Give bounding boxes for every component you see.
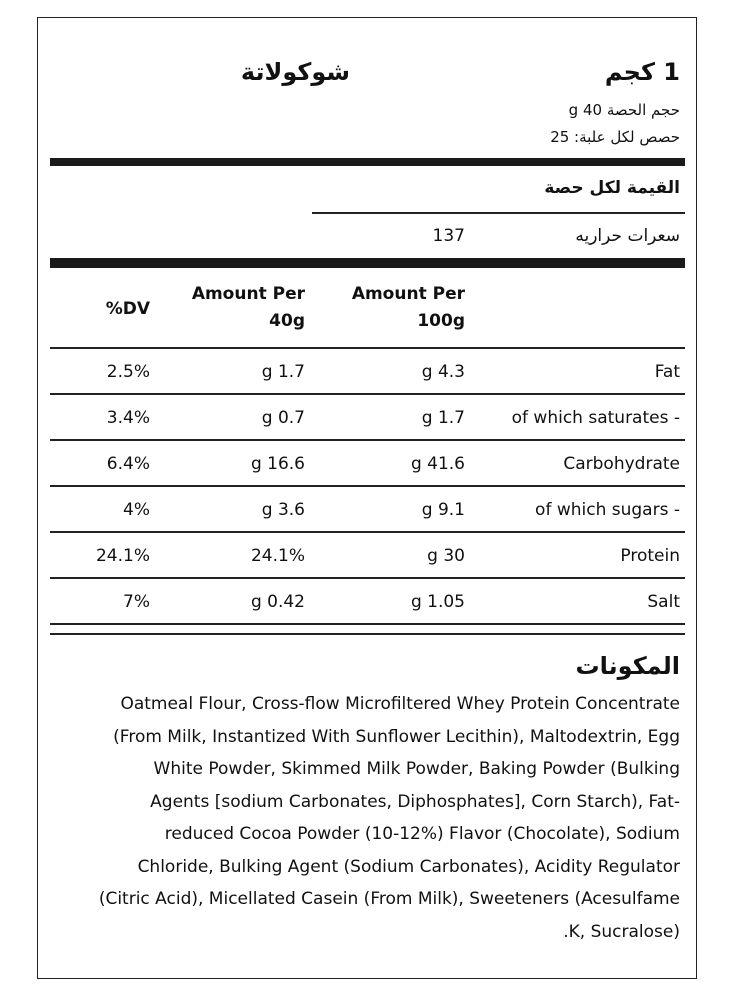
col-header-100g-line2: 100g bbox=[417, 311, 465, 331]
daily-value: 24.1% bbox=[95, 546, 150, 566]
col-header-40g bbox=[180, 284, 305, 331]
amount-40g: g 0.42 bbox=[250, 592, 305, 612]
serving-size: حجم الحصة 40 g bbox=[568, 101, 680, 119]
divider bbox=[50, 439, 685, 441]
table-row bbox=[50, 534, 685, 579]
ingredients-line: (From Milk, Instantized With Sunflower Lecithin), Maltodextrin, Egg bbox=[113, 726, 680, 747]
ingredients-title: المكونات bbox=[575, 652, 680, 680]
daily-value: 4% bbox=[123, 500, 150, 520]
divider bbox=[50, 633, 685, 635]
thick-divider bbox=[50, 258, 685, 268]
nutrient-name: of which saturates - bbox=[511, 408, 680, 428]
col-header-100g bbox=[340, 284, 465, 331]
nutrient-name: Salt bbox=[647, 592, 680, 612]
divider bbox=[50, 577, 685, 579]
amount-100g: g 41.6 bbox=[410, 454, 465, 474]
ingredients-line: Agents [sodium Carbonates, Diphosphates], Corn Starch), Fat- bbox=[150, 791, 680, 812]
col-header-100g-line1: Amount Per bbox=[351, 284, 465, 304]
daily-value: 3.4% bbox=[106, 408, 150, 428]
per-serving-title: القيمة لكل حصة bbox=[544, 178, 680, 198]
package-weight: 1 كجم bbox=[604, 58, 680, 86]
table-row bbox=[50, 442, 685, 487]
col-header-dv: %DV bbox=[105, 299, 150, 319]
daily-value: 7% bbox=[123, 592, 150, 612]
col-header-40g-line2: 40g bbox=[269, 311, 305, 331]
divider bbox=[50, 347, 685, 349]
table-row bbox=[50, 350, 685, 395]
ingredients-line: Chloride, Bulking Agent (Sodium Carbonates), Acidity Regulator bbox=[137, 856, 680, 877]
amount-40g: g 1.7 bbox=[261, 362, 305, 382]
amount-40g: 24.1% bbox=[250, 546, 305, 566]
table-row bbox=[50, 396, 685, 441]
divider bbox=[50, 531, 685, 533]
amount-40g: g 0.7 bbox=[261, 408, 305, 428]
divider bbox=[312, 212, 685, 214]
col-header-40g-line1: Amount Per bbox=[191, 284, 305, 304]
daily-value: 2.5% bbox=[106, 362, 150, 382]
ingredients-line: (Citric Acid), Micellated Casein (From Milk), Sweeteners (Acesulfame bbox=[98, 889, 680, 909]
amount-100g: g 30 bbox=[427, 546, 465, 566]
ingredients-line: Oatmeal Flour, Cross-flow Microfiltered Whey Protein Concentrate bbox=[120, 694, 680, 714]
amount-40g: g 16.6 bbox=[250, 454, 305, 474]
ingredients-line: White Powder, Skimmed Milk Powder, Baking Powder (Bulking bbox=[153, 759, 680, 779]
divider bbox=[50, 623, 685, 625]
table-row bbox=[50, 488, 685, 533]
amount-40g: g 3.6 bbox=[261, 500, 305, 520]
amount-100g: g 1.05 bbox=[410, 592, 465, 612]
amount-100g: g 4.3 bbox=[421, 362, 465, 382]
ingredients-line: .K, Sucralose) bbox=[563, 921, 680, 942]
table-row bbox=[50, 580, 685, 625]
amount-100g: g 1.7 bbox=[421, 408, 465, 428]
nutrient-name: of which sugars - bbox=[535, 500, 680, 520]
calories-value: 137 bbox=[432, 226, 465, 246]
thick-divider bbox=[50, 158, 685, 166]
servings-per-container: حصص لكل علبة: 25 bbox=[550, 128, 680, 146]
divider bbox=[50, 485, 685, 487]
nutrient-name: Fat bbox=[654, 362, 680, 382]
flavor-title: شوكولاتة bbox=[240, 58, 350, 86]
amount-100g: g 9.1 bbox=[421, 500, 465, 520]
nutrient-name: Protein bbox=[620, 546, 680, 566]
ingredients-line: reduced Cocoa Powder (10-12%) Flavor (Chocolate), Sodium bbox=[164, 824, 680, 844]
nutrient-name: Carbohydrate bbox=[563, 454, 680, 474]
daily-value: 6.4% bbox=[106, 454, 150, 474]
ingredients-text bbox=[58, 688, 680, 948]
divider bbox=[50, 393, 685, 395]
calories-label: سعرات حراريه bbox=[575, 226, 680, 246]
